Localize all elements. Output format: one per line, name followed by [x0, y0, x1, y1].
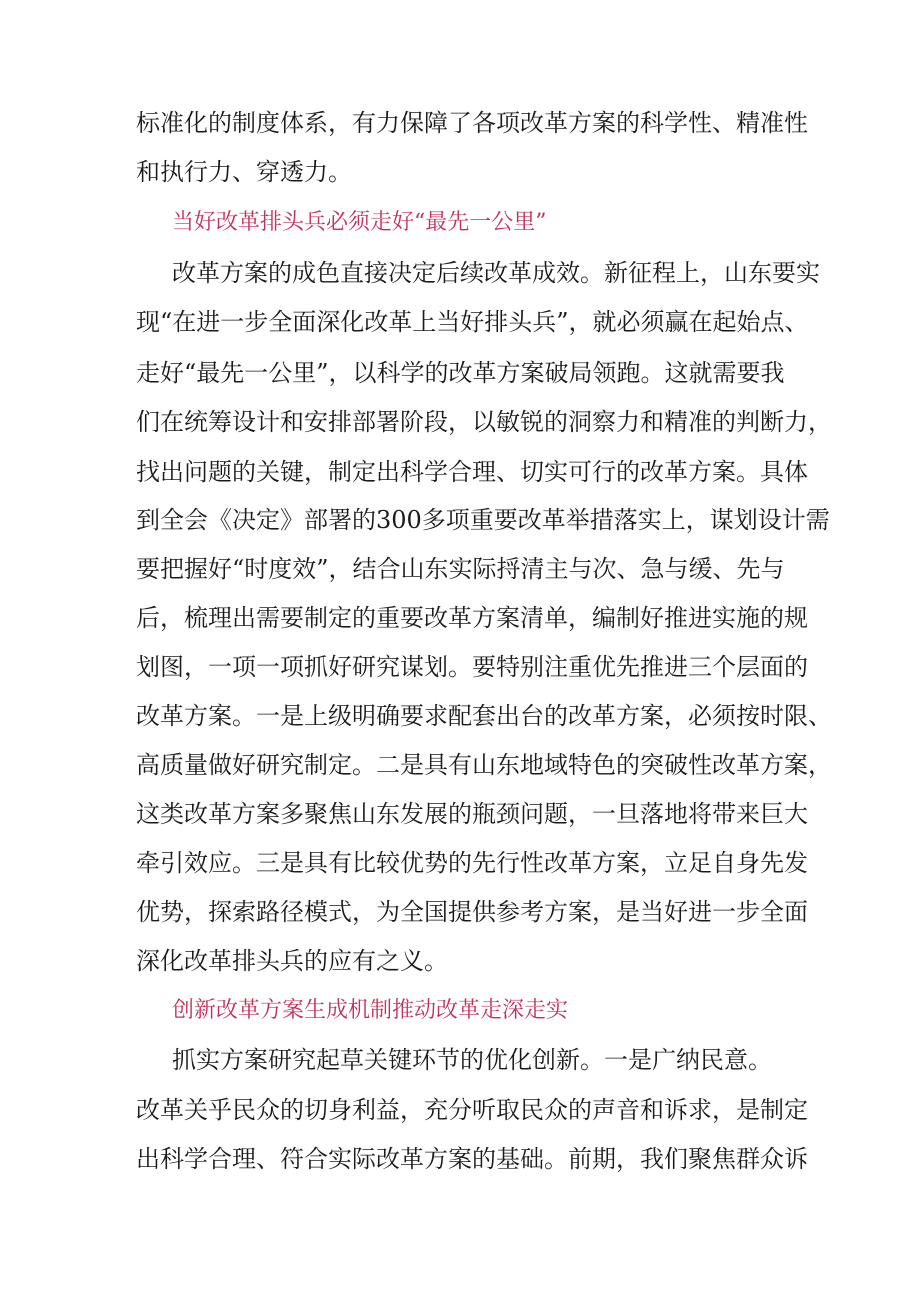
paragraph-first-line: 抓实方案研究起草关键环节的优化创新。一是广纳民意。: [172, 1046, 772, 1074]
section-heading: 创新改革方案生成机制推动改革走深走实: [172, 998, 569, 1023]
body-text-line: 出科学合理、符合实际改革方案的基础。前期，我们聚焦群众诉: [136, 1145, 808, 1173]
body-text-line: 划图，一项一项抓好研究谋划。要特别注重优先推进三个层面的: [136, 653, 808, 681]
body-text-line: 要把握好“时度效”，结合山东实际捋清主与次、急与缓、先与: [136, 555, 785, 583]
body-text-line: 们在统筹设计和安排部署阶段，以敏锐的洞察力和精准的判断力，: [136, 408, 832, 436]
body-text-line: 深化改革排头兵的应有之义。: [136, 947, 448, 975]
section-heading: 当好改革排头兵必须走好“最先一公里”: [172, 210, 547, 235]
body-text-line: 后，梳理出需要制定的重要改革方案清单，编制好推进实施的规: [136, 604, 808, 632]
body-text-line: 牵引效应。三是具有比较优势的先行性改革方案，立足自身先发: [136, 849, 808, 877]
body-text-line: 到全会《决定》部署的300多项重要改革举措落实上，谋划设计需: [136, 506, 830, 534]
body-text-line: 改革关乎民众的切身利益，充分听取民众的声音和诉求，是制定: [136, 1096, 808, 1124]
body-text-line: 走好“最先一公里”，以科学的改革方案破局领跑。这就需要我: [136, 359, 785, 387]
body-text-line: 高质量做好研究制定。二是具有山东地域特色的突破性改革方案，: [136, 751, 832, 779]
body-text-line: 改革方案。一是上级明确要求配套出台的改革方案，必须按时限、: [136, 702, 832, 730]
body-text-line: 优势，探索路径模式，为全国提供参考方案，是当好进一步全面: [136, 898, 808, 926]
body-text-line: 标准化的制度体系，有力保障了各项改革方案的科学性、精准性: [136, 109, 808, 137]
body-text-line: 找出问题的关键，制定出科学合理、切实可行的改革方案。具体: [136, 458, 808, 486]
body-text-line: 现“在进一步全面深化改革上当好排头兵”，就必须赢在起始点、: [136, 308, 809, 336]
paragraph-first-line: 改革方案的成色直接决定后续改革成效。新征程上，山东要实: [172, 259, 820, 287]
body-text-line: 这类改革方案多聚焦山东发展的瓶颈问题，一旦落地将带来巨大: [136, 800, 808, 828]
body-text-line: 和执行力、穿透力。: [136, 158, 352, 186]
